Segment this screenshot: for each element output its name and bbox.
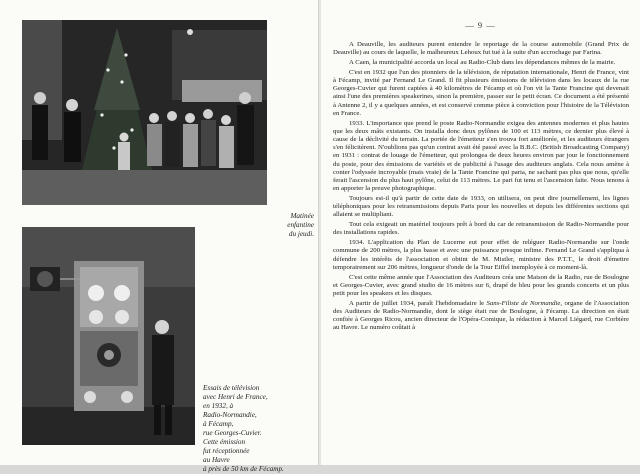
paragraph-text: A partir de juillet 1934, paraît l'hebdomadaire le xyxy=(349,299,487,307)
paragraph: Tout cela exigeait un matériel toujours prêt à bord du car de retransmission de Radio-Normandie pour des installations rapides. xyxy=(333,221,629,237)
paragraph: A Caen, la municipalité accorda un local au Radio-Club dans les dépendances mêmes de la mairie. xyxy=(349,59,616,66)
photo-television-test xyxy=(22,227,195,445)
paragraph: C'est cette même année que l'Association des Auditeurs créa une Maison de la Radio, rue de Boulogne et Georges-Cuvier, avec grand studio de 16 mètres sur 6, drapé de bleu pour les grands concerts et un plus petit pour les speakers et les disques. xyxy=(333,273,629,298)
paragraph: A Deauville, les auditeurs purent entendre le reportage de la course automobile (Grand Prix de Deauville) au cours de laquelle, le malheureux Lehoux fut tué à la suite d'un accrochage par Farina. xyxy=(333,41,629,57)
paragraph: Toujours est-il qu'à partir de cette date de 1933, on utilisera, on peut dire journellement, les lignes téléphoniques pour les retransmissions depuis Paris pour les nouvelles et depuis les différentes sections qui allaient se multipliant. xyxy=(333,195,629,219)
left-page xyxy=(0,0,319,473)
paragraph: 1934. L'application du Plan de Lucerne eut pour effet de reléguer Radio-Normandie sur l'onde commune de 200 mètres, la plus basse et avec une puissance presque infime. Fernand Le Grand s'appliqua à défendre les intérêts de l'association et obtint de M. Mistler, ministre des P.T.T., le droit d'émettre temporairement sur 206 mètres, longueur d'onde de la Tour Eiffel inemployée à ce moment-là. xyxy=(333,239,629,271)
publication-title: Sans-Filiste de Normandie xyxy=(486,299,561,307)
paragraph-last xyxy=(333,300,629,333)
caption-bottom: Essais de télévision avec Henri de France, en 1932, à Radio-Normandie, à Fécamp, rue Georges-Cuvier. Cette émission fut réceptionnée au Havre à près de 50 km de Fécamp. xyxy=(203,384,284,473)
page-number: — 9 — xyxy=(465,20,496,30)
caption-top: Matinée enfantine du jeudi. xyxy=(287,212,314,238)
paragraph: C'est en 1932 que l'un des pionniers de la télévision, de réputation internationale, Henri de France, vint à Fécamp, invité par Fernand Le Grand. Il fit plusieurs émissions de télévision dans les locaux de la rue Georges-Cuvier qui furent captées à 40 kilomètres de Fécamp et où l'on vit la Tante Francine qui devenait ainsi l'une des premières speakerines, sinon la première, passer sur le petit écran. Ce document a été présenté à Antenne 2, il y a quelques années, et est conservé comme pièce à conviction pour l'histoire de la Télévision en France. xyxy=(333,68,629,117)
photo-children-christmas-tree xyxy=(22,20,267,205)
paragraph: 1933. L'importance que prend le poste Radio-Normandie exigea des antennes modernes et plus hautes que les deux mâts existants. On installa donc deux pylônes de 100 et 113 mètres, ce dernier plus élevé à cause de la déclivité du terrain. La portée de l'émetteur s'en trouva fort améliorée, et les auditeurs étrangers s'en félicitèrent. N'oublions pas qu'un contrat avait été passé avec la B.B.C. (British Broadcasting Company) en 1931 : contrat de louage de l'émetteur, qui prolongea de deux heures environ par jour le fonctionnement du poste, pour des émissions de variétés et de publicité à l'usage des auditeurs anglais. Cela nous amène à conter l'odyssée incroyable (mais vraie) de la Tante Francine qui paria, ne sachant pas plus que nous, qu'elle ferait l'ascension du plus haut pylône, celui de 113 mètres. Le pari fut tenu et l'ascension faite. Nous tenons à en apporter la preuve photographique. xyxy=(333,119,629,193)
article-text xyxy=(333,41,629,461)
right-page xyxy=(321,0,640,465)
paragraph-text: , organe de l'Association des Auditeurs de Radio-Normandie, dont le siège était rue de Boulogne, à Fécamp. La direction en était confiée à Georges Ricou, ancien directeur de l'Opéra-Comique, la rédaction à Marcel Liégard, rue Corbière au Havre. Le numéro coûtait à xyxy=(333,299,629,332)
